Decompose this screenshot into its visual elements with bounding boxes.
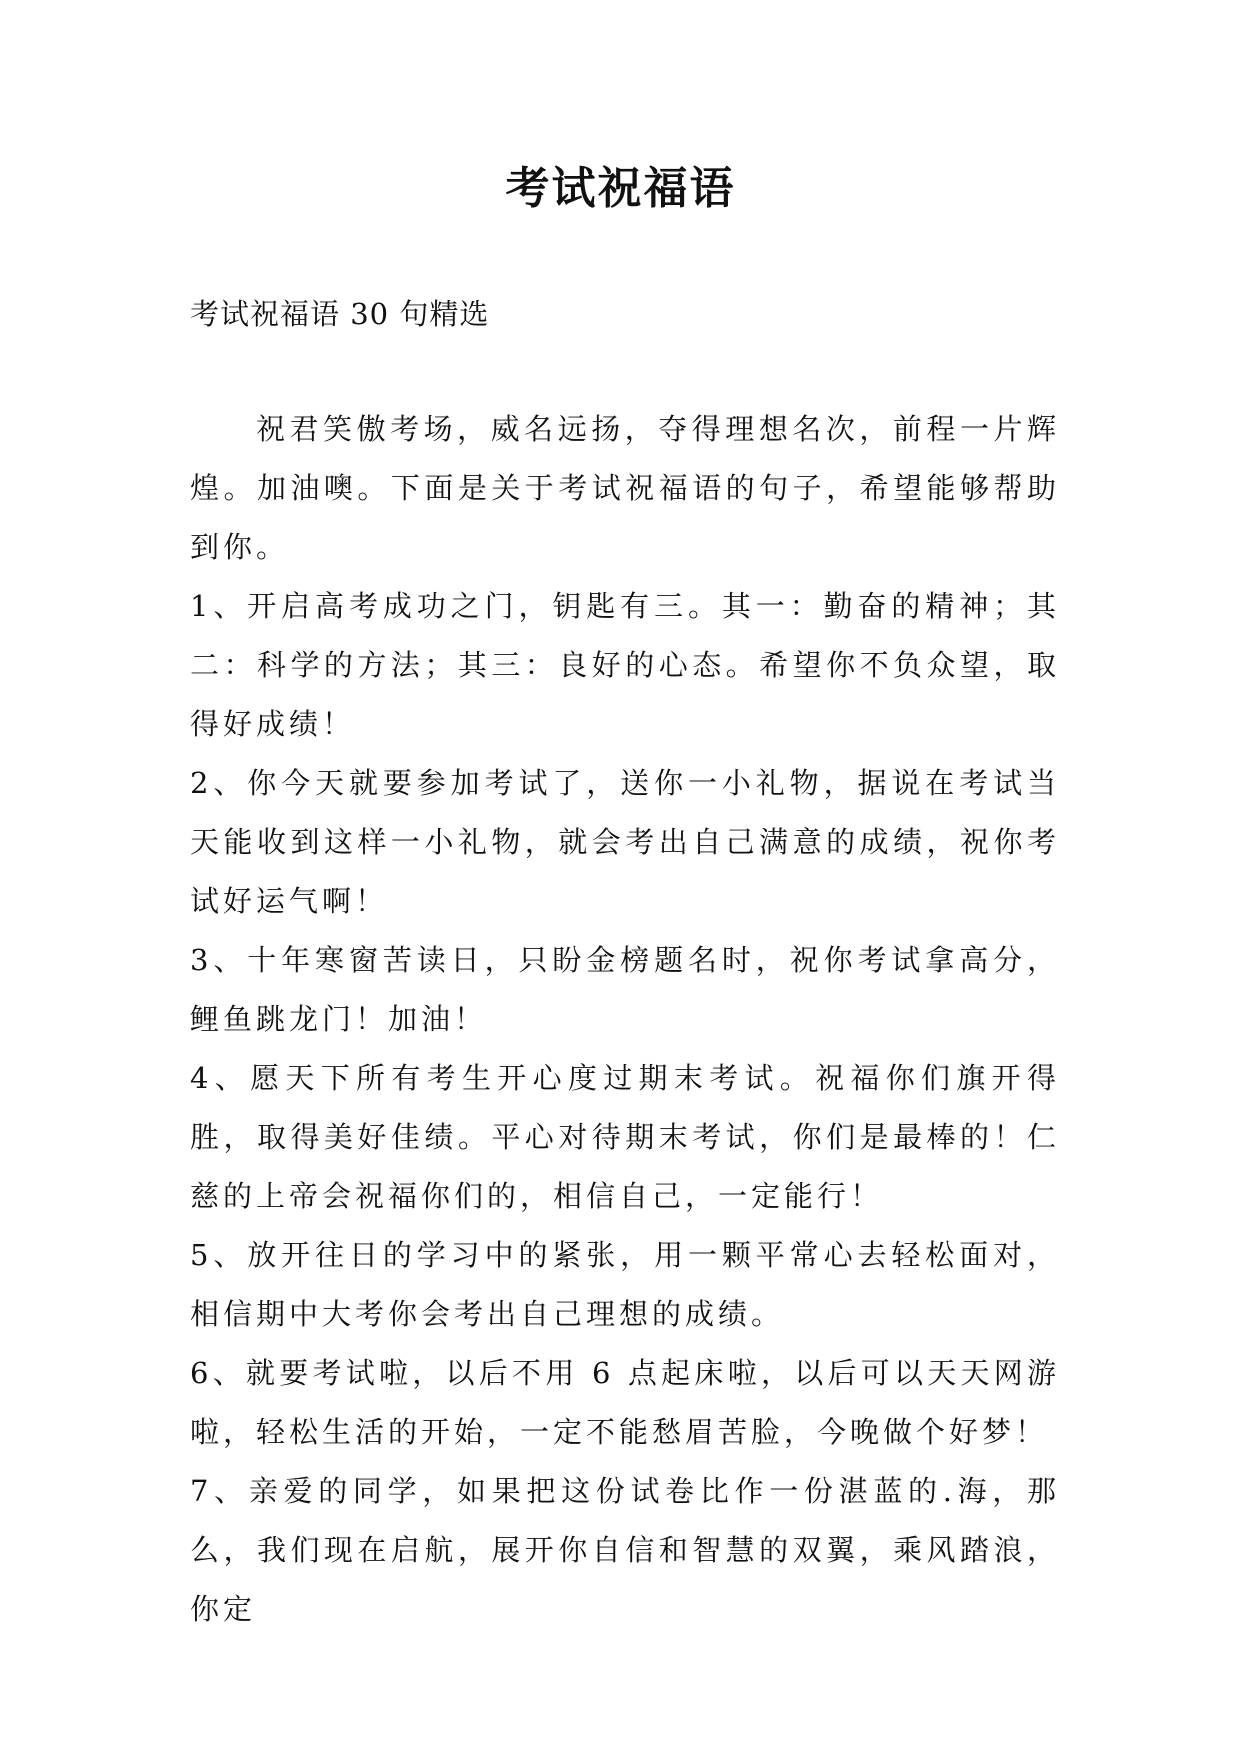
intro-paragraph: 祝君笑傲考场，威名远扬，夺得理想名次，前程一片辉煌。加油噢。下面是关于考试祝福语的句子，希望能够帮助到你。 [190, 412, 1060, 564]
document-body [190, 400, 1060, 1639]
list-item: 1、开启高考成功之门，钥匙有三。其一：勤奋的精神；其二：科学的方法；其三：良好的心态。希望你不负众望，取得好成绩！ [190, 589, 1060, 741]
list-item: 7、亲爱的同学，如果把这份试卷比作一份湛蓝的.海，那么，我们现在启航，展开你自信和智慧的双翼，乘风踏浪，你定 [190, 1474, 1060, 1626]
list-item: 2、你今天就要参加考试了，送你一小礼物，据说在考试当天能收到这样一小礼物，就会考出自己满意的成绩，祝你考试好运气啊！ [190, 766, 1060, 918]
document-title: 考试祝福语 [505, 163, 736, 214]
list-item: 4、愿天下所有考生开心度过期末考试。祝福你们旗开得胜，取得美好佳绩。平心对待期末考试，你们是最棒的！仁慈的上帝会祝福你们的，相信自己，一定能行！ [190, 1061, 1060, 1213]
list-item: 3、十年寒窗苦读日，只盼金榜题名时，祝你考试拿高分，鲤鱼跳龙门！加油！ [190, 943, 1060, 1036]
list-item: 6、就要考试啦，以后不用 6 点起床啦，以后可以天天网游啦，轻松生活的开始，一定不能愁眉苦脸，今晚做个好梦！ [190, 1356, 1060, 1449]
document-subtitle: 考试祝福语 30 句精选 [190, 297, 490, 331]
list-item: 5、放开往日的学习中的紧张，用一颗平常心去轻松面对，相信期中大考你会考出自己理想的成绩。 [190, 1238, 1060, 1331]
